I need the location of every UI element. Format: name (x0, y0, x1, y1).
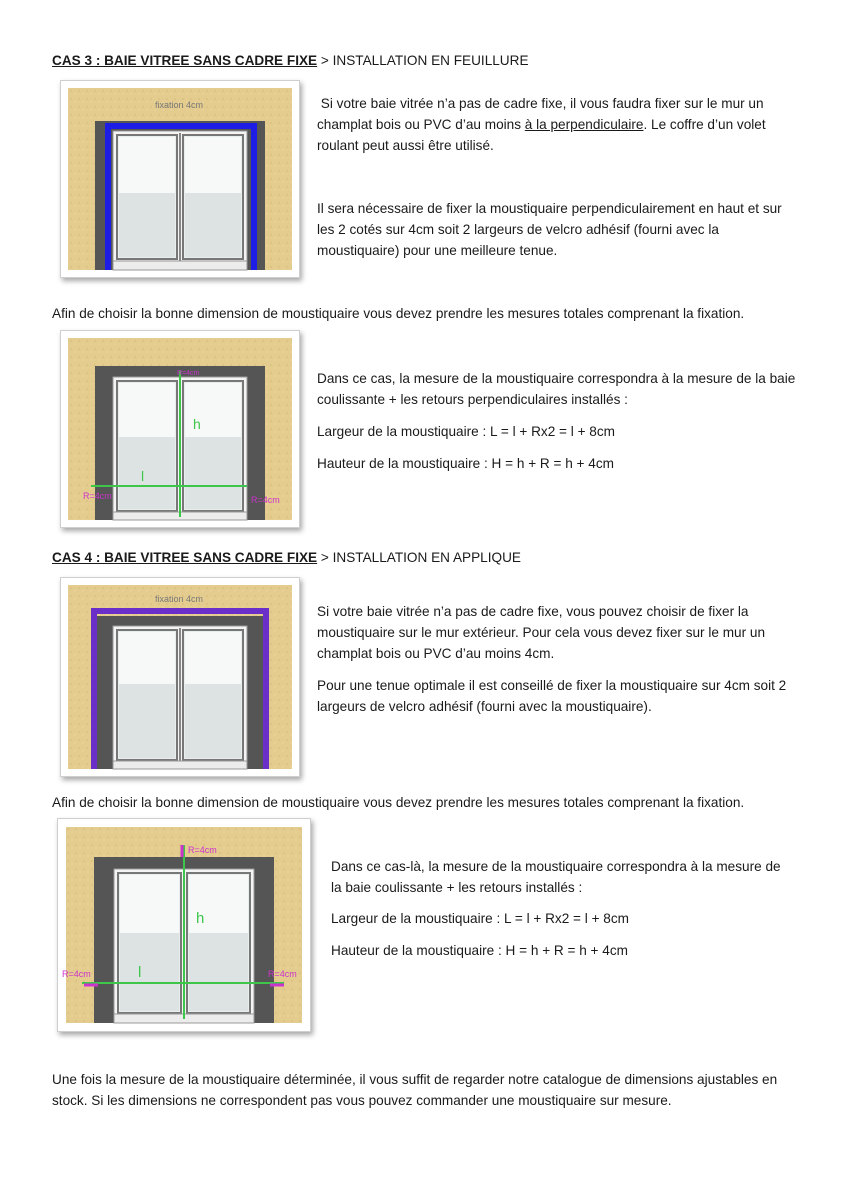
cas3-heading-title: CAS 3 : BAIE VITREE SANS CADRE FIXE (52, 53, 318, 68)
cas3-fixation-label: fixation 4cm (154, 100, 204, 110)
cas3-p1-part1: Si votre baie vitrée n’a pas de cadre fixe, il vous faudra fixer sur le mur un champlat bois ou PVC d’au moins (317, 96, 764, 132)
cas4-measure-explain: Dans ce cas-là, la mesure de la moustiquaire correspondra à la mesure de la baie coulissante + les retours installés : (331, 859, 781, 895)
cas4-h-label: h (196, 910, 205, 927)
cas4-largeur-formula: Largeur de la moustiquaire : L = l + Rx2 = l + 8cm (331, 911, 629, 926)
cas3-r-left-label: R=4cm (83, 491, 112, 501)
cas4-heading (52, 550, 521, 565)
cas3-figure-feuillure (60, 80, 300, 278)
cas4-heading-title: CAS 4 : BAIE VITREE SANS CADRE FIXE (52, 550, 318, 565)
cas3-hauteur-formula: Hauteur de la moustiquaire : H = h + R = h + 4cm (317, 456, 614, 471)
cas4-p1: Si votre baie vitrée n’a pas de cadre fixe, vous pouvez choisir de fixer la moustiquaire sur le mur extérieur. Pour cela vous devez fixer sur le mur un champlat bois ou PVC d’au moins 4cm. (317, 604, 766, 661)
cas4-r-top-label: R=4cm (188, 845, 217, 855)
cas4-fixation-label: fixation 4cm (154, 594, 204, 604)
cas3-measure-explain: Dans ce cas, la mesure de la moustiquaire correspondra à la mesure de la baie coulissante + les retours perpendiculaires installés : (317, 371, 796, 407)
cas3-p1-part2: . Le coffre d’un volet roulant peut aussi être utilisé. (317, 117, 766, 153)
cas4-hauteur-formula: Hauteur de la moustiquaire : H = h + R = h + 4cm (331, 943, 628, 958)
conclusion-text: Une fois la mesure de la moustiquaire déterminée, il vous suffit de regarder notre catalogue de dimensions ajustables en stock. Si les dimensions ne correspondent pas vous pouvez commander une moustiquaire sur mesure. (52, 1072, 778, 1108)
cas4-figure-applique (60, 577, 300, 777)
cas3-largeur-formula: Largeur de la moustiquaire : L = l + Rx2 = l + 8cm (317, 424, 615, 439)
cas3-r-right-label: R=4cm (251, 495, 280, 505)
cas3-measure-intro: Afin de choisir la bonne dimension de moustiquaire vous devez prendre les mesures totales comprenant la fixation. (52, 306, 745, 321)
cas3-heading (52, 53, 529, 68)
cas3-p2: Il sera nécessaire de fixer la moustiquaire perpendiculairement en haut et sur les 2 cotés sur 4cm soit 2 largeurs de velcro adhésif (fourni avec la moustiquaire) pour une meilleure tenue. (317, 201, 782, 258)
cas3-r-top-label: R=4cm (177, 370, 200, 377)
cas4-r-left-label: R=4cm (62, 969, 91, 979)
cas4-figure-measure (57, 818, 311, 1032)
cas4-heading-subtitle: > INSTALLATION EN APPLIQUE (317, 550, 521, 565)
cas3-heading-subtitle: > INSTALLATION EN FEUILLURE (317, 53, 529, 68)
cas4-l-label: l (138, 964, 142, 981)
cas3-figure-measure (60, 330, 300, 528)
cas4-p2: Pour une tenue optimale il est conseillé de fixer la moustiquaire sur 4cm soit 2 largeurs de velcro adhésif (fourni avec la moustiquaire). (317, 678, 787, 714)
cas3-p1-underlined: à la perpendiculaire (524, 117, 644, 132)
cas3-intro-text (317, 93, 797, 156)
cas4-measure-intro: Afin de choisir la bonne dimension de moustiquaire vous devez prendre les mesures totales comprenant la fixation. (52, 795, 745, 810)
cas3-l-label: l (141, 468, 145, 484)
cas3-h-label: h (193, 416, 201, 432)
cas4-r-right-label: R=4cm (268, 969, 297, 979)
